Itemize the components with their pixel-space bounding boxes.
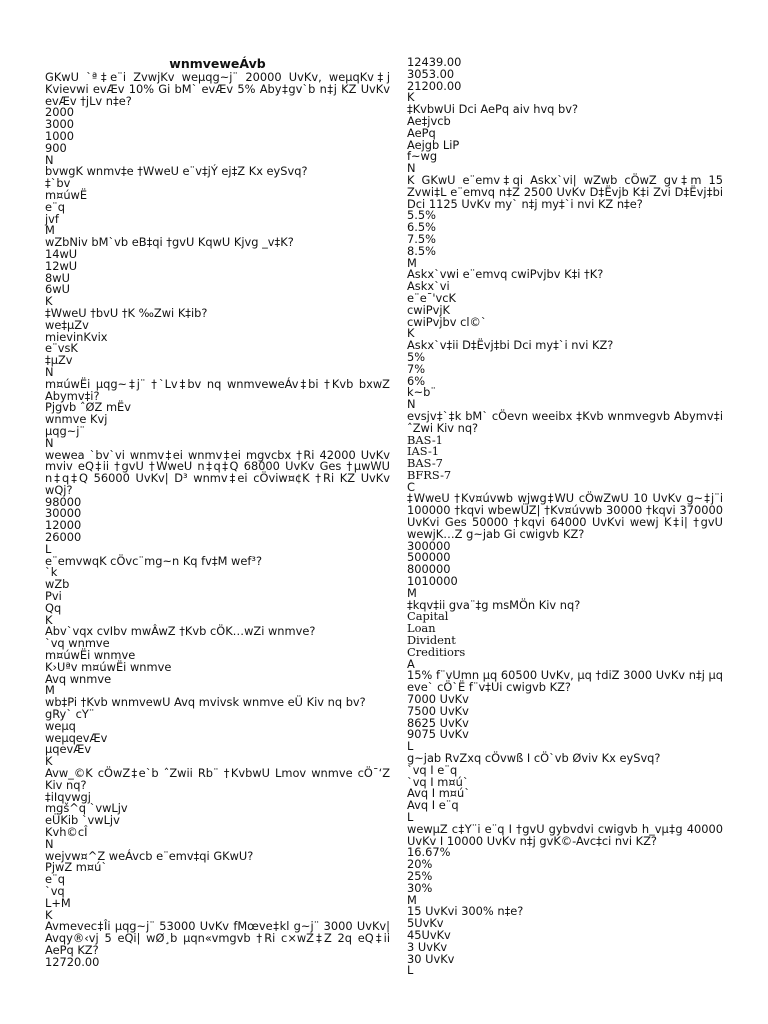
answer-line: 12720.00 (45, 954, 100, 969)
option-line: BAS-1 (407, 432, 443, 447)
answer-line: weµqevÆv (45, 730, 108, 745)
answer-line: K (45, 754, 53, 769)
answer-line: `vq (45, 883, 65, 898)
answer-line: 1000 (45, 128, 74, 143)
answer-line: C (407, 479, 415, 494)
answer-line: N (45, 364, 54, 379)
answer-line: 3 UvKv (407, 939, 448, 954)
answer-line: 12439.00 (407, 55, 462, 69)
answer-line: Qq (45, 600, 62, 615)
answer-line: mgš^q `vwLjv (45, 801, 128, 816)
option-line: Creditiors (407, 644, 466, 659)
question-text: Avmevec‡Îi µqg~j¨ 53000 UvKv fMœve‡kl g~j¨ 3000 UvKv| Avqy®‹vj 5 eQi| wØ¸b µqn«vmgvb †Ri c×wZ‡Z 2q eQ‡ii AePq KZ? (45, 919, 390, 957)
answer-line: N (407, 397, 416, 412)
answer-line: L (45, 541, 52, 556)
answer-line: 1010000 (407, 574, 458, 589)
question-text: K GKwU e¨emv‡qi Askx`vi| wZwb cÖwZ gv‡m 15 Zvwi‡L e¨emvq n‡Z 2500 UvKv D‡Ëvjb K‡i Zvi D‡Ëvj‡bi Dci 1125 UvKv my` n‡j my‡`i nvi KZ n‡e? (407, 172, 723, 211)
answer-line: 7500 UvKv (407, 703, 469, 718)
answer-line: M (407, 255, 417, 270)
answer-line: k~b¨ (407, 385, 437, 400)
question-text: evsjv‡`‡k bM` cÖevn weeibx ‡Kvb wnmvegvb Abymv‡i ˆZwi Kiv nq? (407, 408, 723, 435)
answer-line: 30 UvKv (407, 951, 455, 966)
answer-line: cwiPvjK (407, 302, 450, 317)
question-text: Avw_©K cÖwZ‡e`b ˆZwii Rb¨ †KvbwU Lmov wnmve cÖ¯‘Z Kiv nq? (45, 766, 390, 792)
answer-line: N (45, 836, 54, 851)
answer-line: ‡iIqvwgj (45, 789, 91, 804)
answer-line: mievinKvix (45, 329, 108, 344)
answer-line: 6wU (45, 282, 70, 297)
question-text: ‡KvbwUi Dci AePq aiv hvq bv? (407, 102, 579, 117)
answer-line: 300000 (407, 538, 451, 553)
answer-line: e¨e¯'vcK (407, 290, 457, 305)
answer-line: 7000 UvKv (407, 692, 469, 707)
answer-line: 6.5% (407, 220, 436, 235)
answer-line: AePq (407, 125, 436, 140)
answer-line: Pjgvb ˆØZ mËv (45, 400, 131, 415)
answer-line: A (407, 656, 415, 671)
option-line: IAS-1 (407, 444, 440, 459)
answer-line: M (407, 585, 417, 600)
question-text: wb‡Pi †Kvb wnmvewU Avq mvivsk wnmve eÜ Kiv nq bv? (45, 695, 366, 710)
question-text: bvwgK wnmv‡e †WweU e¨v‡jÝ ej‡Z Kx eySvq? (45, 164, 308, 179)
answer-line: 8wU (45, 270, 70, 285)
option-line: Divident (407, 633, 456, 648)
answer-line: cwiPvjbv cl©` (407, 314, 487, 329)
answer-line: ‡µZv (45, 353, 73, 368)
answer-line: 8625 UvKv (407, 715, 469, 730)
answer-line: K›Uªv m¤úwËi wnmve (45, 659, 172, 674)
answer-line: Askx`vi (407, 279, 450, 294)
question-text: 15 UvKvi 300% n‡e? (407, 904, 524, 919)
answer-line: 5.5% (407, 208, 436, 223)
answer-line: Ae‡jvcb (407, 113, 451, 128)
answer-line: M (45, 223, 55, 238)
answer-line: µqg~j¨ (45, 423, 86, 438)
answer-line: jvf (45, 211, 59, 226)
answer-line: 7% (407, 361, 426, 376)
answer-line: K (45, 907, 53, 922)
answer-line: 800000 (407, 562, 451, 577)
question-text: Askx`vwi e¨emvq cwiPvjbv K‡i †K? (407, 267, 604, 282)
answer-line: e¨vsK (45, 341, 78, 356)
answer-line: 20% (407, 857, 433, 872)
answer-line: `vq I m¤ú` (407, 774, 469, 789)
answer-line: ‡`bv (45, 176, 71, 191)
answer-line: Aejgb LiP (407, 137, 460, 152)
answer-line: 500000 (407, 550, 451, 565)
answer-line: 16.67% (407, 845, 451, 860)
answer-line: 2000 (45, 105, 74, 120)
option-line: Capital (407, 609, 449, 624)
answer-line: 3000 (45, 117, 74, 132)
answer-line: Avq I e¨q (407, 798, 459, 813)
document-title: wnmveweÁvb (169, 56, 266, 71)
answer-line: eÜKib `vwLjv (45, 813, 120, 828)
answer-line: we‡µZv (45, 317, 89, 332)
answer-line: K (45, 294, 53, 309)
answer-line: N (407, 161, 416, 176)
answer-line: 30000 (45, 506, 82, 521)
answer-line: 14wU (45, 246, 78, 261)
answer-line: 5UvKv (407, 916, 444, 931)
question-text: 15% f¨vUmn µq 60500 UvKv, µq †diZ 3000 UvKv n‡j µq eve` cÖ`Ë f¨v‡Ui cwigvb KZ? (407, 668, 723, 695)
option-line: BFRS-7 (407, 467, 452, 482)
question-text: wejvw¤^Z weÁvcb e¨emv‡qi GKwU? (45, 848, 254, 863)
answer-line: 12000 (45, 518, 82, 533)
answer-line: m¤úwËi wnmve (45, 648, 136, 663)
question-text: e¨emvwqK cÖvc¨mg~n Kq fv‡M wef³? (45, 553, 262, 568)
answer-line: e¨q (45, 199, 65, 214)
answer-line: gRy` cY¨ (45, 707, 95, 722)
option-line: Loan (407, 621, 436, 636)
option-line: BAS-7 (407, 456, 443, 471)
answer-line: Pvi (45, 589, 62, 604)
right-column (407, 57, 723, 977)
question-text: ‡WweU †bvU †K ‰Zwi K‡ib? (45, 305, 208, 320)
question-text: wewµZ c‡Y¨i e¨q I †gvU gybvdvi cwigvb h_vµ‡g 40000 UvKv I 10000 UvKv n‡j gvK©-Avc‡ci nvi KZ? (407, 821, 723, 848)
answer-line: 25% (407, 868, 433, 883)
answer-line: `vq wnmve (45, 636, 110, 651)
answer-line: µqevÆv (45, 742, 92, 757)
answer-line: 7.5% (407, 231, 436, 246)
answer-line: L (407, 963, 414, 978)
answer-line: weµq (45, 718, 76, 733)
question-text: ‡WweU †Kv¤úvwb wjwg‡WU cÖwZwU 10 UvKv g~‡j¨i 100000 †kqvi wbewÜZ| †Kv¤úvwb 30000 †kqvi 370000 UvKvi Ges 50000 †kqvi 64000 UvKvi wewj K‡i| †gvU wewjK…Z g~jab Gi cwigvb KZ? (407, 491, 723, 541)
answer-line: N (45, 435, 54, 450)
answer-line: M (45, 683, 55, 698)
answer-line: M (407, 892, 417, 907)
answer-line: PjwZ m¤ú` (45, 860, 108, 875)
answer-line: `vq I e¨q (407, 762, 458, 777)
answer-line: 12wU (45, 258, 78, 273)
left-column (45, 57, 390, 969)
answer-line: 30% (407, 880, 433, 895)
question-text: wZbNiv bM`vb eB‡qi †gvU KqwU Kjvg _v‡K? (45, 235, 294, 250)
answer-line: K (45, 612, 53, 627)
answer-line: e¨q (45, 872, 65, 887)
answer-line: 45UvKv (407, 927, 451, 942)
answer-line: 6% (407, 373, 426, 388)
answer-line: L+M (45, 895, 71, 910)
question-text: g~jab RvZxq cÖvwß I cÖ`vb Øviv Kx eySvq? (407, 751, 661, 766)
answer-line: 5% (407, 349, 426, 364)
answer-line: m¤úwË (45, 187, 88, 202)
answer-line: 98000 (45, 494, 82, 509)
answer-line: K (407, 90, 415, 105)
answer-line: Avq wnmve (45, 671, 112, 686)
answer-line: 9075 UvKv (407, 727, 469, 742)
answer-line: 3053.00 (407, 66, 455, 81)
answer-line: Kvh©cÎ (45, 825, 88, 839)
answer-line: 26000 (45, 530, 82, 545)
answer-line: 900 (45, 140, 67, 155)
answer-line: wZb (45, 577, 70, 592)
question-text: ‡kqv‡ii gva¨‡g msMÖn Kiv nq? (407, 597, 581, 612)
answer-line: 21200.00 (407, 78, 462, 93)
question-text: Abv`vqx cvIbv mwÂwZ †Kvb cÖK…wZi wnmve? (45, 624, 316, 639)
answer-line: Avq I m¤ú` (407, 786, 470, 801)
question-text: Askx`v‡ii D‡Ëvj‡bi Dci my‡`i nvi KZ? (407, 338, 614, 353)
answer-line: K (407, 326, 415, 341)
answer-line: L (407, 739, 414, 754)
answer-line: `k (45, 565, 58, 580)
answer-line: f~wg (407, 149, 438, 164)
answer-line: 8.5% (407, 243, 436, 258)
answer-line: N (45, 152, 54, 167)
answer-line: wnmve Kvj (45, 412, 108, 427)
question-text: m¤úwËi µqg~‡j¨ †`Lv‡bv nq wnmveweÁv‡bi †Kvb bxwZ Abymv‡i? (45, 376, 390, 403)
answer-line: L (407, 810, 414, 824)
question-text: wewea `bv`vi wnmv‡ei wnmv‡ei mgvcbx †Ri 42000 UvKv mviv eQ‡ii †gvU †WweU n‡q‡Q 68000 UvKv Ges †µwWU n‡q‡Q 56000 UvKv| D³ wnmv‡ei cÖviw¤¢K †Ri KZ UvKv wQj? (45, 447, 390, 497)
question-text: GKwU `ª‡e¨i ZvwjKv weµqg~j¨ 20000 UvKv, weµqKv‡j Kvievwi evÆv 10% Gi bM` evÆv 5% Aby‡gv`b n‡j KZ UvKv evÆv †jLv n‡e? (45, 70, 390, 108)
